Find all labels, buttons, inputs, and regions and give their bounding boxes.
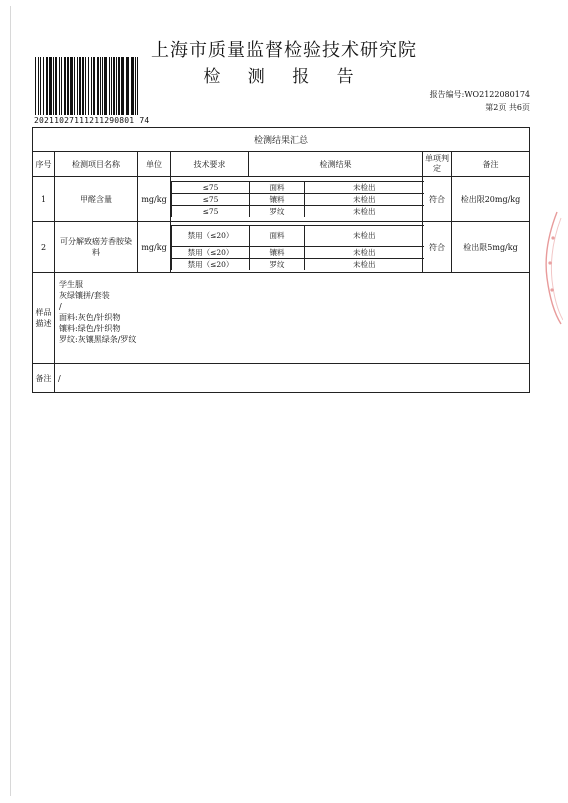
sample-line: 灰绿镶拼/套装 <box>59 291 110 300</box>
table-row <box>33 222 530 273</box>
sub-row <box>172 246 424 258</box>
row-item: 可分解致癌芳香胺染料 <box>55 222 138 273</box>
sample-label: 样品描述 <box>33 273 55 364</box>
sample-description-row <box>33 273 530 364</box>
sub-part: 罗纹 <box>250 258 305 270</box>
header-seq: 序号 <box>33 152 55 177</box>
doc-title: 检 测 报 告 <box>203 67 365 87</box>
row-unit: mg/kg <box>138 222 171 273</box>
sample-line: / <box>59 302 62 311</box>
report-number: 报告编号:WO2122080174 <box>429 90 530 99</box>
table-caption: 检测结果汇总 <box>33 128 530 152</box>
header-result: 检测结果 <box>249 152 423 177</box>
sample-line: 镶料:绿色/针织物 <box>59 324 121 333</box>
row-seq: 1 <box>33 177 55 222</box>
remarks-row <box>33 364 530 393</box>
sub-requirement: ≤75 <box>172 182 250 194</box>
header-item: 检测项目名称 <box>55 152 138 177</box>
page-info: 第2页 共6页 <box>485 103 530 112</box>
row-subtable-cell <box>171 177 423 222</box>
sample-line: 罗纹:灰镶黑绿条/罗纹 <box>59 335 137 344</box>
sub-value: 未检出 <box>305 194 424 206</box>
scan-edge-line <box>10 6 11 796</box>
sub-requirement: ≤75 <box>172 194 250 206</box>
sub-row <box>172 225 424 246</box>
sub-requirement: 禁用（≤20） <box>172 246 250 258</box>
row-remark: 检出限5mg/kg <box>452 222 530 273</box>
barcode-image <box>35 57 139 115</box>
sample-line: 学生服 <box>59 280 83 289</box>
barcode-number: 20211027111211290801 74 <box>34 116 150 125</box>
remarks-label: 备注 <box>33 364 55 393</box>
sub-part: 罗纹 <box>250 206 305 218</box>
sub-value: 未检出 <box>305 206 424 218</box>
row-subtable <box>171 181 424 217</box>
seal-stamp-fragment <box>537 208 563 328</box>
sub-value: 未检出 <box>305 246 424 258</box>
sub-row <box>172 258 424 270</box>
row-subtable <box>171 225 424 270</box>
sample-line: 面料:灰色/针织物 <box>59 313 121 322</box>
org-name: 上海市质量监督检验技术研究院 <box>151 40 417 61</box>
sub-row <box>172 194 424 206</box>
results-summary-table <box>32 127 530 393</box>
sub-value: 未检出 <box>305 258 424 270</box>
table-row <box>33 177 530 222</box>
sub-part: 镶料 <box>250 246 305 258</box>
remarks-value: / <box>55 364 530 393</box>
sub-requirement: 禁用（≤20） <box>172 225 250 246</box>
sample-description <box>55 273 530 364</box>
sub-row <box>172 182 424 194</box>
sub-part: 面料 <box>250 225 305 246</box>
row-subtable-cell <box>171 222 423 273</box>
sub-value: 未检出 <box>305 182 424 194</box>
sub-requirement: ≤75 <box>172 206 250 218</box>
header-judgement: 单项判定 <box>423 152 452 177</box>
row-unit: mg/kg <box>138 177 171 222</box>
sub-value: 未检出 <box>305 225 424 246</box>
sub-row <box>172 206 424 218</box>
header-unit: 单位 <box>138 152 171 177</box>
row-item: 甲醛含量 <box>55 177 138 222</box>
sub-part: 镶料 <box>250 194 305 206</box>
row-seq: 2 <box>33 222 55 273</box>
header-requirement: 技术要求 <box>171 152 249 177</box>
row-judgement: 符合 <box>423 177 452 222</box>
sub-part: 面料 <box>250 182 305 194</box>
row-judgement: 符合 <box>423 222 452 273</box>
row-remark: 检出限20mg/kg <box>452 177 530 222</box>
sub-requirement: 禁用（≤20） <box>172 258 250 270</box>
header-remark: 备注 <box>452 152 530 177</box>
